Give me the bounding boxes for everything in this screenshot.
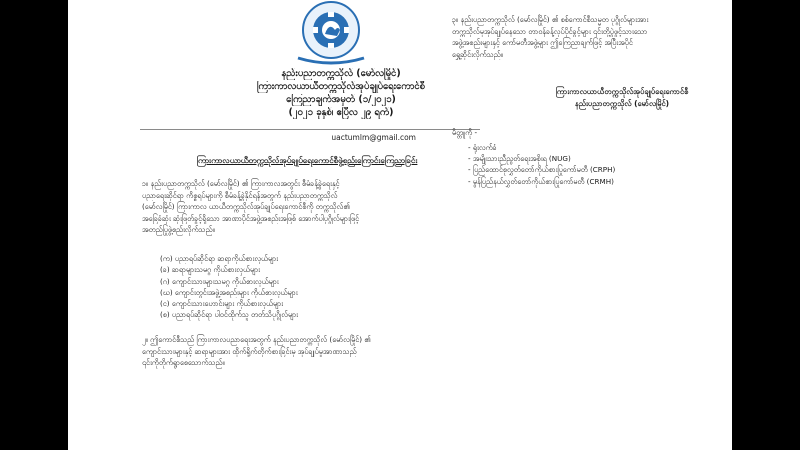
cc-list-item: - ရုံးလက်ခံ [468,143,497,152]
member-list-item: (က) ပညာရပ်ဆိုင်ရာ ဆရာကိုယ်စားလှယ်များ [160,254,279,263]
member-list-item: (င) ကျောင်းသားဟောင်းများ ကိုယ်စားလှယ်များ [160,299,284,309]
cc-list [468,142,728,187]
cc-title: မိတ္တူကို - [452,128,478,137]
paragraph-3 [452,14,728,60]
paragraph-1-line: အခြေခံဆုံး ဆုံးဖြတ်ခွင့်ရှိသော အာဏာပိုင်အဖွဲ့အစည်းအဖြစ် အောက်ပါပုဂ္ဂိုလ်များဖြင့် [142,213,360,223]
member-list-item: (ဂ) ကျောင်းသားများသမဂ္ဂ ကိုယ်စားလှယ်များ [160,276,279,286]
member-list-item: (ဃ) ကျောင်းတွင်းအဖွဲ့အစည်းများ ကိုယ်စားလှယ်များ [160,287,298,297]
header-council-name: ကြားကာလယာယီတက္ကသိုလ်အုပ်ချုပ်ရေးကောင်စီ [256,81,426,92]
paragraph-1-line: (မော်လမြိုင်) ကြားကာလ ယာယီတက္ကသိုလ်အုပ်ချုပ်ရေးကောင်စီကို တက္ကသိုလ်၏ [142,202,350,212]
member-list [160,253,420,321]
header-divider [140,129,480,130]
paragraph-1-line: အတည်ပြုဖွဲ့စည်းလိုက်သည်။ [142,225,215,235]
paragraph-1-line: ပညာရေးဆိုင်ရာ ကိစ္စရပ်များကို စီမံခန့်ခွဲနိုင်ရန်အတွက် နည်းပညာတက္ကသိုလ် [142,190,338,200]
header-date: (၂၀၂၁ ခုနှစ်၊ ဧပြီလ ၂၉ ရက်) [288,107,394,118]
member-list-item: (စ) ပညာရပ်ဆိုင်ရာ ပါဝင်ထိုက်သူ တတ်သိပုဂ္ဂိုလ်များ [160,310,298,320]
paragraph-1 [142,178,484,236]
paragraph-2-line: ၂။ ဤကောင်စီသည် ကြားကာလပညာရေးအတွက် နည်းပညာတက္ကသိုလ် (မော်လမြိုင်) ၏ [142,335,371,344]
paragraph-1-line: ၁။ နည်းပညာတက္ကသိုလ် (မော်လမြိုင်) ၏ ကြားကာလအတွင်း စီမံခန့်ခွဲရေးနှင့် [142,179,340,188]
paragraph-3-line: ၃။ နည်းပညာတက္ကသိုလ် (မော်လမြိုင်) ၏ စစ်ကောင်စီသမ္မတ ပုဂ္ဂိုလ်များအား [452,15,649,24]
paragraph-2 [142,334,484,369]
header-university-name: နည်းပညာတက္ကသိုလ် (မော်လမြိုင်) [281,68,401,79]
paragraph-3-line: အဖွဲ့အစည်းများနှင့် ကော်မတီအဖွဲ့များ ဤကြေညာချက်ဖြင့် အပြီးအပိုင် [452,38,633,47]
university-logo [288,0,374,66]
cc-list-item: - ပြည်ထောင်စုလွှတ်တော်ကိုယ်စားပြုကော်မတီ (CRPH) [468,165,616,175]
signature-council: ကြားကာလယာယီတက္ကသိုလ်အုပ်ချုပ်ရေးကောင်စီ [555,87,689,96]
cc-list-item: - အမျိုးသားညီညွတ်ရေးအစိုးရ (NUG) [468,154,571,164]
paragraph-3-line: တက္ကသိုလ်မှအုပ်ချုပ်နေသော တာဝန်ခန့်လုပ်ပိုင်ခွင့်များ ၎င်းတို့ပွဲဖွင့်သားသော [452,26,648,36]
member-list-item: (ခ) ဆရာများသမဂ္ဂ ကိုယ်စားလှယ်များ [160,265,261,275]
signature-block [522,86,722,109]
announcement-subject: ကြားကာလယာယီတက္ကသိုလ်အုပ်ချုပ်ရေးကောင်စီဖွဲ့စည်းကြောင်းကြေညာခြင်း [196,156,418,165]
header-announcement-number: ကြေညာချက်အမှတ် (၁/၂၀၂၁) [286,94,396,105]
paragraph-3-line: ရွှေ့ဆိုင်းလိုက်သည်။ [452,49,503,59]
paragraph-2-line: ကျောင်းသားများနှင့် ဆရာများအား ထိုက်ရှိုက်တိုက်စားခြင်းမှ အုပ်ချုပ်မှုအာဏာသည် [142,346,357,356]
paragraph-2-line: ၎င်းကိုတိုက်ရွာစေသောက်သည်။ [142,358,225,368]
cc-list-item: - မွန်ပြည်နယ်လွှတ်တော်ကိုယ်စားပြုကော်မတီ (CRMH) [468,176,614,186]
signature-university: နည်းပညာတက္ကသိုလ် (မော်လမြိုင်) [574,98,670,108]
contact-email: uactumlm@gmail.com [331,133,416,142]
